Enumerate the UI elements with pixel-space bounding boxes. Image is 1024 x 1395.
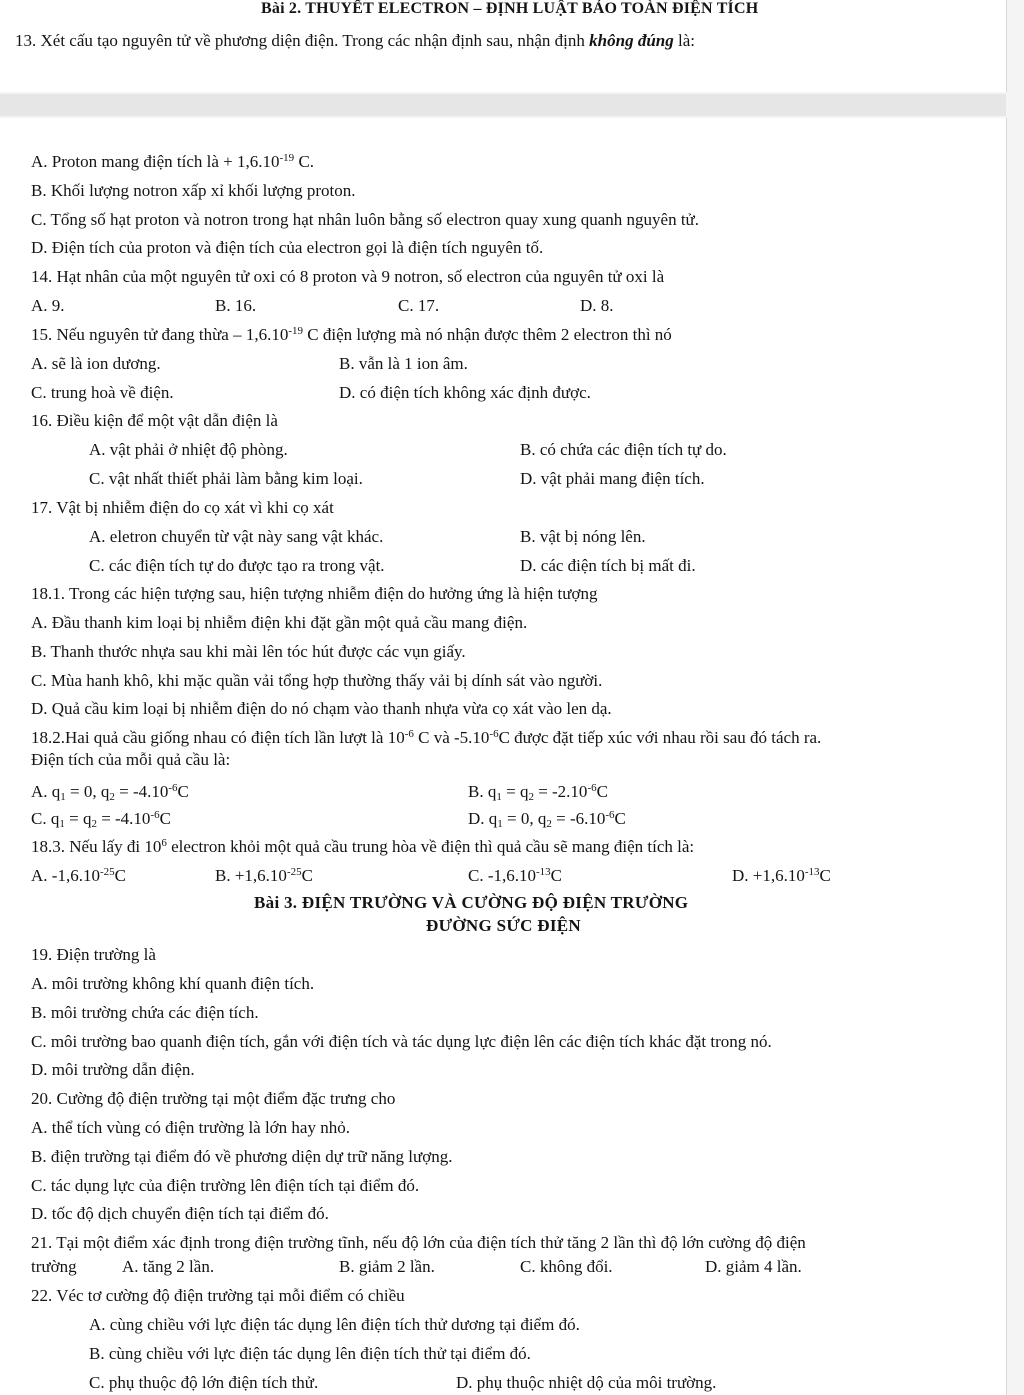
question-15-option-a[interactable]: A. sẽ là ion dương. [31, 354, 161, 373]
question-22-option-a[interactable]: A. cùng chiều với lực điện tác dụng lên điện tích thử dương tại điểm đó. [89, 1315, 580, 1334]
question-15-stem: 15. Nếu nguyên tử đang thừa – $1,6.10^{-19}$ C điện lượng mà nó nhận được thêm 2 electron thì nó [31, 325, 672, 344]
question-18-1-option-b[interactable]: B. Thanh thước nhựa sau khi mài lên tóc hút được các vụn giấy. [31, 642, 466, 661]
question-17-option-a[interactable]: A. eletron chuyển từ vật này sang vật khác. [89, 527, 384, 546]
question-14-option-d[interactable]: D. 8. [580, 296, 614, 315]
question-18-2-option-c[interactable]: C. $q_1 = q_2 = -4.10^{-6}C$ [31, 809, 171, 830]
question-15-option-b[interactable]: B. vẫn là 1 ion âm. [339, 354, 468, 373]
question-18-1-option-a[interactable]: A. Đầu thanh kim loại bị nhiễm điện khi đặt gần một quả cầu mang điện. [31, 613, 528, 632]
question-16-stem: 16. Điều kiện để một vật dẫn điện là [31, 411, 278, 430]
question-19-option-b[interactable]: B. môi trường chứa các điện tích. [31, 1003, 259, 1022]
question-18-2-stem: 18.2.Hai quả cầu giống nhau có điện tích lần lượt là $10^{-6}$ C và $-5.10^{-6}C$ được đặt tiếp xúc với nhau rồi sau đó tách ra. [31, 728, 822, 747]
question-13-option-d[interactable]: D. Điện tích của proton và điện tích của electron gọi là điện tích nguyên tố. [31, 238, 544, 257]
question-21-stem-line2: trường [31, 1257, 77, 1276]
question-21-option-c[interactable]: C. không đổi. [520, 1257, 613, 1276]
question-15-option-c[interactable]: C. trung hoà về điện. [31, 383, 174, 402]
question-20-option-c[interactable]: C. tác dụng lực của điện trường lên điện tích tại điểm đó. [31, 1176, 420, 1195]
question-16-option-c[interactable]: C. vật nhất thiết phải làm bằng kim loại. [89, 469, 363, 488]
question-19-option-a[interactable]: A. môi trường không khí quanh điện tích. [31, 974, 315, 993]
question-20-option-a[interactable]: A. thể tích vùng có điện trường là lớn hay nhỏ. [31, 1118, 350, 1137]
question-14-stem: 14. Hạt nhân của một nguyên tử oxi có 8 proton và 9 notron, số electron của nguyên tử oxi là [31, 267, 665, 286]
separator-band [0, 94, 1006, 116]
question-21-option-b[interactable]: B. giảm 2 lần. [339, 1257, 435, 1276]
question-20-option-b[interactable]: B. điện trường tại điểm đó về phương diện dự trữ năng lượng. [31, 1147, 453, 1166]
question-14-option-b[interactable]: B. 16. [215, 296, 257, 315]
question-22-option-c[interactable]: C. phụ thuộc độ lớn điện tích thử. [89, 1373, 319, 1392]
question-18-3-option-b[interactable]: B. $+1,6.10^{-25}C$ [215, 866, 313, 885]
question-18-2-option-b[interactable]: B. $q_1 = q_2 = -2.10^{-6}C$ [468, 782, 608, 803]
section-title-bai3: Bài 3. ĐIỆN TRƯỜNG VÀ CƯỜNG ĐỘ ĐIỆN TRƯỜNG [254, 893, 689, 912]
question-17-option-c[interactable]: C. các điện tích tự do được tạo ra trong vật. [89, 556, 385, 575]
question-18-3-option-a[interactable]: A. $-1,6.10^{-25}C$ [31, 866, 126, 885]
question-17-option-b[interactable]: B. vật bị nóng lên. [520, 527, 646, 546]
question-18-1-option-c[interactable]: C. Mùa hanh khô, khi mặc quần vải tổng hợp thường thấy vải bị dính sát vào người. [31, 671, 603, 690]
question-21-option-d[interactable]: D. giảm 4 lần. [705, 1257, 802, 1276]
question-20-stem: 20. Cường độ điện trường tại một điểm đặc trưng cho [31, 1089, 396, 1108]
question-18-3-stem: 18.3. Nếu lấy đi $10^6$ electron khỏi một quả cầu trung hòa về điện thì quả cầu sẽ mang điện tích là: [31, 837, 695, 856]
question-18-2-stem-line2: Điện tích của mỗi quả cầu là: [31, 750, 231, 769]
question-22-option-b[interactable]: B. cùng chiều với lực điện tác dụng lên điện tích thử tại điểm đó. [89, 1344, 531, 1363]
question-13-option-a[interactable]: A. Proton mang điện tích là + $1,6.10^{-19}$ C. [31, 152, 315, 171]
question-17-stem: 17. Vật bị nhiễm điện do cọ xát vì khi cọ xát [31, 498, 334, 517]
question-14-option-c[interactable]: C. 17. [398, 296, 440, 315]
question-16-option-b[interactable]: B. có chứa các điện tích tự do. [520, 440, 727, 459]
question-16-option-d[interactable]: D. vật phải mang điện tích. [520, 469, 705, 488]
question-13-option-c[interactable]: C. Tổng số hạt proton và notron trong hạt nhân luôn bằng số electron quay xung quanh nguyên tử. [31, 210, 700, 229]
question-20-option-d[interactable]: D. tốc độ dịch chuyển điện tích tại điểm đó. [31, 1204, 329, 1223]
question-18-2-option-a[interactable]: A. $q_1 = 0$, $q_2 = -4.10^{-6}C$ [31, 782, 189, 803]
question-17-option-d[interactable]: D. các điện tích bị mất đi. [520, 556, 696, 575]
question-13-option-b[interactable]: B. Khối lượng notron xấp xỉ khối lượng proton. [31, 181, 356, 200]
question-18-2-option-d[interactable]: D. $q_1 = 0$, $q_2 = -6.10^{-6}C$ [468, 809, 626, 830]
question-19-option-d[interactable]: D. môi trường dẫn điện. [31, 1060, 195, 1079]
question-18-3-option-d[interactable]: D. $+1,6.10^{-13}C$ [732, 866, 831, 885]
question-21-option-a[interactable]: A. tăng 2 lần. [122, 1257, 215, 1276]
question-18-1-option-d[interactable]: D. Quả cầu kim loại bị nhiễm điện do nó chạm vào thanh nhựa vừa cọ xát vào len dạ. [31, 699, 612, 718]
question-18-1-stem: 18.1. Trong các hiện tượng sau, hiện tượng nhiễm điện do hưởng ứng là hiện tượng [31, 584, 598, 603]
question-22-option-d[interactable]: D. phụ thuộc nhiệt dộ của môi trường. [456, 1373, 717, 1392]
question-15-option-d[interactable]: D. có điện tích không xác định được. [339, 383, 591, 402]
question-13-stem: 13. Xét cấu tạo nguyên tử về phương diện điện. Trong các nhận định sau, nhận định không đúng là: [15, 31, 695, 50]
question-19-stem: 19. Điện trường là [31, 945, 156, 964]
section-title-bai2: Bài 2. THUYẾT ELECTRON – ĐỊNH LUẬT BẢO TOÀN ĐIỆN TÍCH [261, 0, 759, 17]
section-subtitle-bai3: ĐƯỜNG SỨC ĐIỆN [426, 916, 582, 935]
question-19-option-c[interactable]: C. môi trường bao quanh điện tích, gắn với điện tích và tác dụng lực điện lên các điện tích khác đặt trong nó. [31, 1032, 772, 1051]
question-14-option-a[interactable]: A. 9. [31, 296, 65, 315]
question-21-stem: 21. Tại một điểm xác định trong điện trường tĩnh, nếu độ lớn của điện tích thử tăng 2 lần thì độ lớn cường độ điện [31, 1233, 806, 1252]
question-18-3-option-c[interactable]: C. $-1,6.10^{-13}C$ [468, 866, 563, 885]
question-16-option-a[interactable]: A. vật phải ở nhiệt độ phòng. [89, 440, 288, 459]
question-22-stem: 22. Véc tơ cường độ điện trường tại mỗi điểm có chiều [31, 1286, 405, 1305]
